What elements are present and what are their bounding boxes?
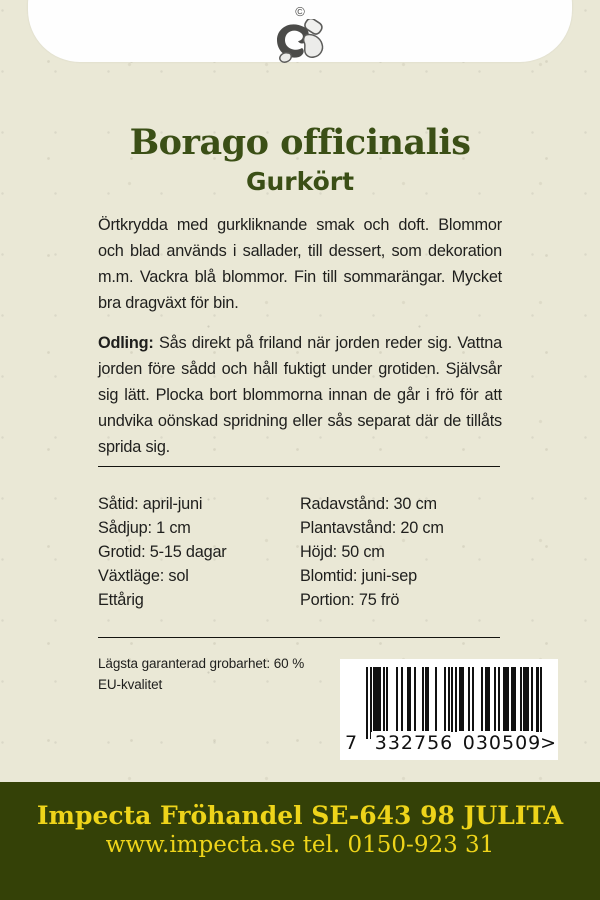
barcode-bar <box>422 667 424 731</box>
fact-item: Plantavstånd: 20 cm <box>300 519 444 537</box>
barcode-bar <box>498 667 500 731</box>
barcode-quiet-zone-arrow: > <box>540 732 556 754</box>
packet-top-flap <box>28 0 572 62</box>
fact-item: Såtid: april-juni <box>98 495 203 513</box>
brand-logo <box>272 6 328 63</box>
barcode-bar <box>462 667 464 731</box>
facts-column-left <box>98 492 300 612</box>
barcode-bar <box>536 667 538 739</box>
barcode-bar <box>507 667 509 731</box>
germination-info <box>98 653 304 695</box>
eu-quality-label: EU-kvalitet <box>98 677 163 692</box>
barcode-left-group: 332756 <box>371 732 457 754</box>
barcode-bar <box>468 667 470 731</box>
cultivation-label: Odling: <box>98 334 154 352</box>
barcode-bar <box>448 667 450 731</box>
barcode-bar <box>427 667 429 731</box>
barcode-bar <box>414 667 416 731</box>
barcode-bar <box>396 667 398 731</box>
barcode-lead-digit: 7 <box>345 732 358 754</box>
brand-footer-bar <box>0 782 600 900</box>
fact-item: Höjd: 50 cm <box>300 543 385 561</box>
fact-item: Radavstånd: 30 cm <box>300 495 437 513</box>
fact-item: Sådjup: 1 cm <box>98 519 191 537</box>
barcode <box>340 659 558 760</box>
facts-table <box>98 492 502 612</box>
barcode-bar <box>409 667 411 731</box>
impecta-sower-logo-icon <box>272 19 328 63</box>
fact-item: Blomtid: juni-sep <box>300 567 417 585</box>
barcode-bar <box>481 667 483 731</box>
barcode-bar <box>472 667 474 731</box>
facts-column-right <box>300 492 502 612</box>
barcode-bar <box>370 667 372 739</box>
botanical-name-title: Borago officinalis <box>129 122 471 163</box>
barcode-bar <box>531 667 533 731</box>
company-address: Impecta Fröhandel SE-643 98 JULITA <box>36 801 564 830</box>
barcode-bar <box>451 667 453 739</box>
barcode-bars <box>366 667 542 739</box>
barcode-right-group: 030509 <box>459 732 545 754</box>
divider-bottom <box>98 637 500 638</box>
barcode-bar <box>488 667 490 731</box>
barcode-bar <box>379 667 381 731</box>
copyright-symbol: © <box>295 4 305 19</box>
description-paragraph: Örtkrydda med gurkliknande smak och doft. Blommor och blad används i sallader, till dessert, som dekoration m.m. Vackra blå blommor. Fin till sommarängar. Mycket bra dragväxt för bin. <box>98 216 502 312</box>
barcode-bar <box>444 667 446 731</box>
barcode-digits <box>340 731 558 757</box>
cultivation-text: Sås direkt på friland när jorden reder sig. Vattna jorden före sådd och håll fuktigt under grotiden. Självsår sig lätt. Plocka bort blommorna innan de går i frö för att undvika oönskad spridning eller sås separat där de tillåts sprida sig. <box>98 334 502 456</box>
barcode-bar <box>401 667 403 731</box>
barcode-bar <box>540 667 542 739</box>
fact-item: Växtläge: sol <box>98 567 189 585</box>
barcode-bar <box>366 667 368 739</box>
barcode-bar <box>386 667 388 731</box>
website-and-phone: www.impecta.se tel. 0150-923 31 <box>105 832 495 858</box>
barcode-bar <box>383 667 385 731</box>
fact-item: Grotid: 5-15 dagar <box>98 543 227 561</box>
barcode-bar <box>520 667 522 731</box>
barcode-bar <box>435 667 437 731</box>
cultivation-paragraph <box>98 330 502 460</box>
barcode-bar <box>494 667 496 731</box>
fact-item: Ettårig <box>98 591 144 609</box>
germination-guarantee: Lägsta garanterad grobarhet: 60 % <box>98 656 305 671</box>
divider-top <box>98 466 500 467</box>
fact-item: Portion: 75 frö <box>300 591 400 609</box>
barcode-bar <box>527 667 529 731</box>
common-name-subtitle: Gurkört <box>245 167 355 196</box>
barcode-bar <box>514 667 516 731</box>
barcode-bar <box>455 667 457 739</box>
